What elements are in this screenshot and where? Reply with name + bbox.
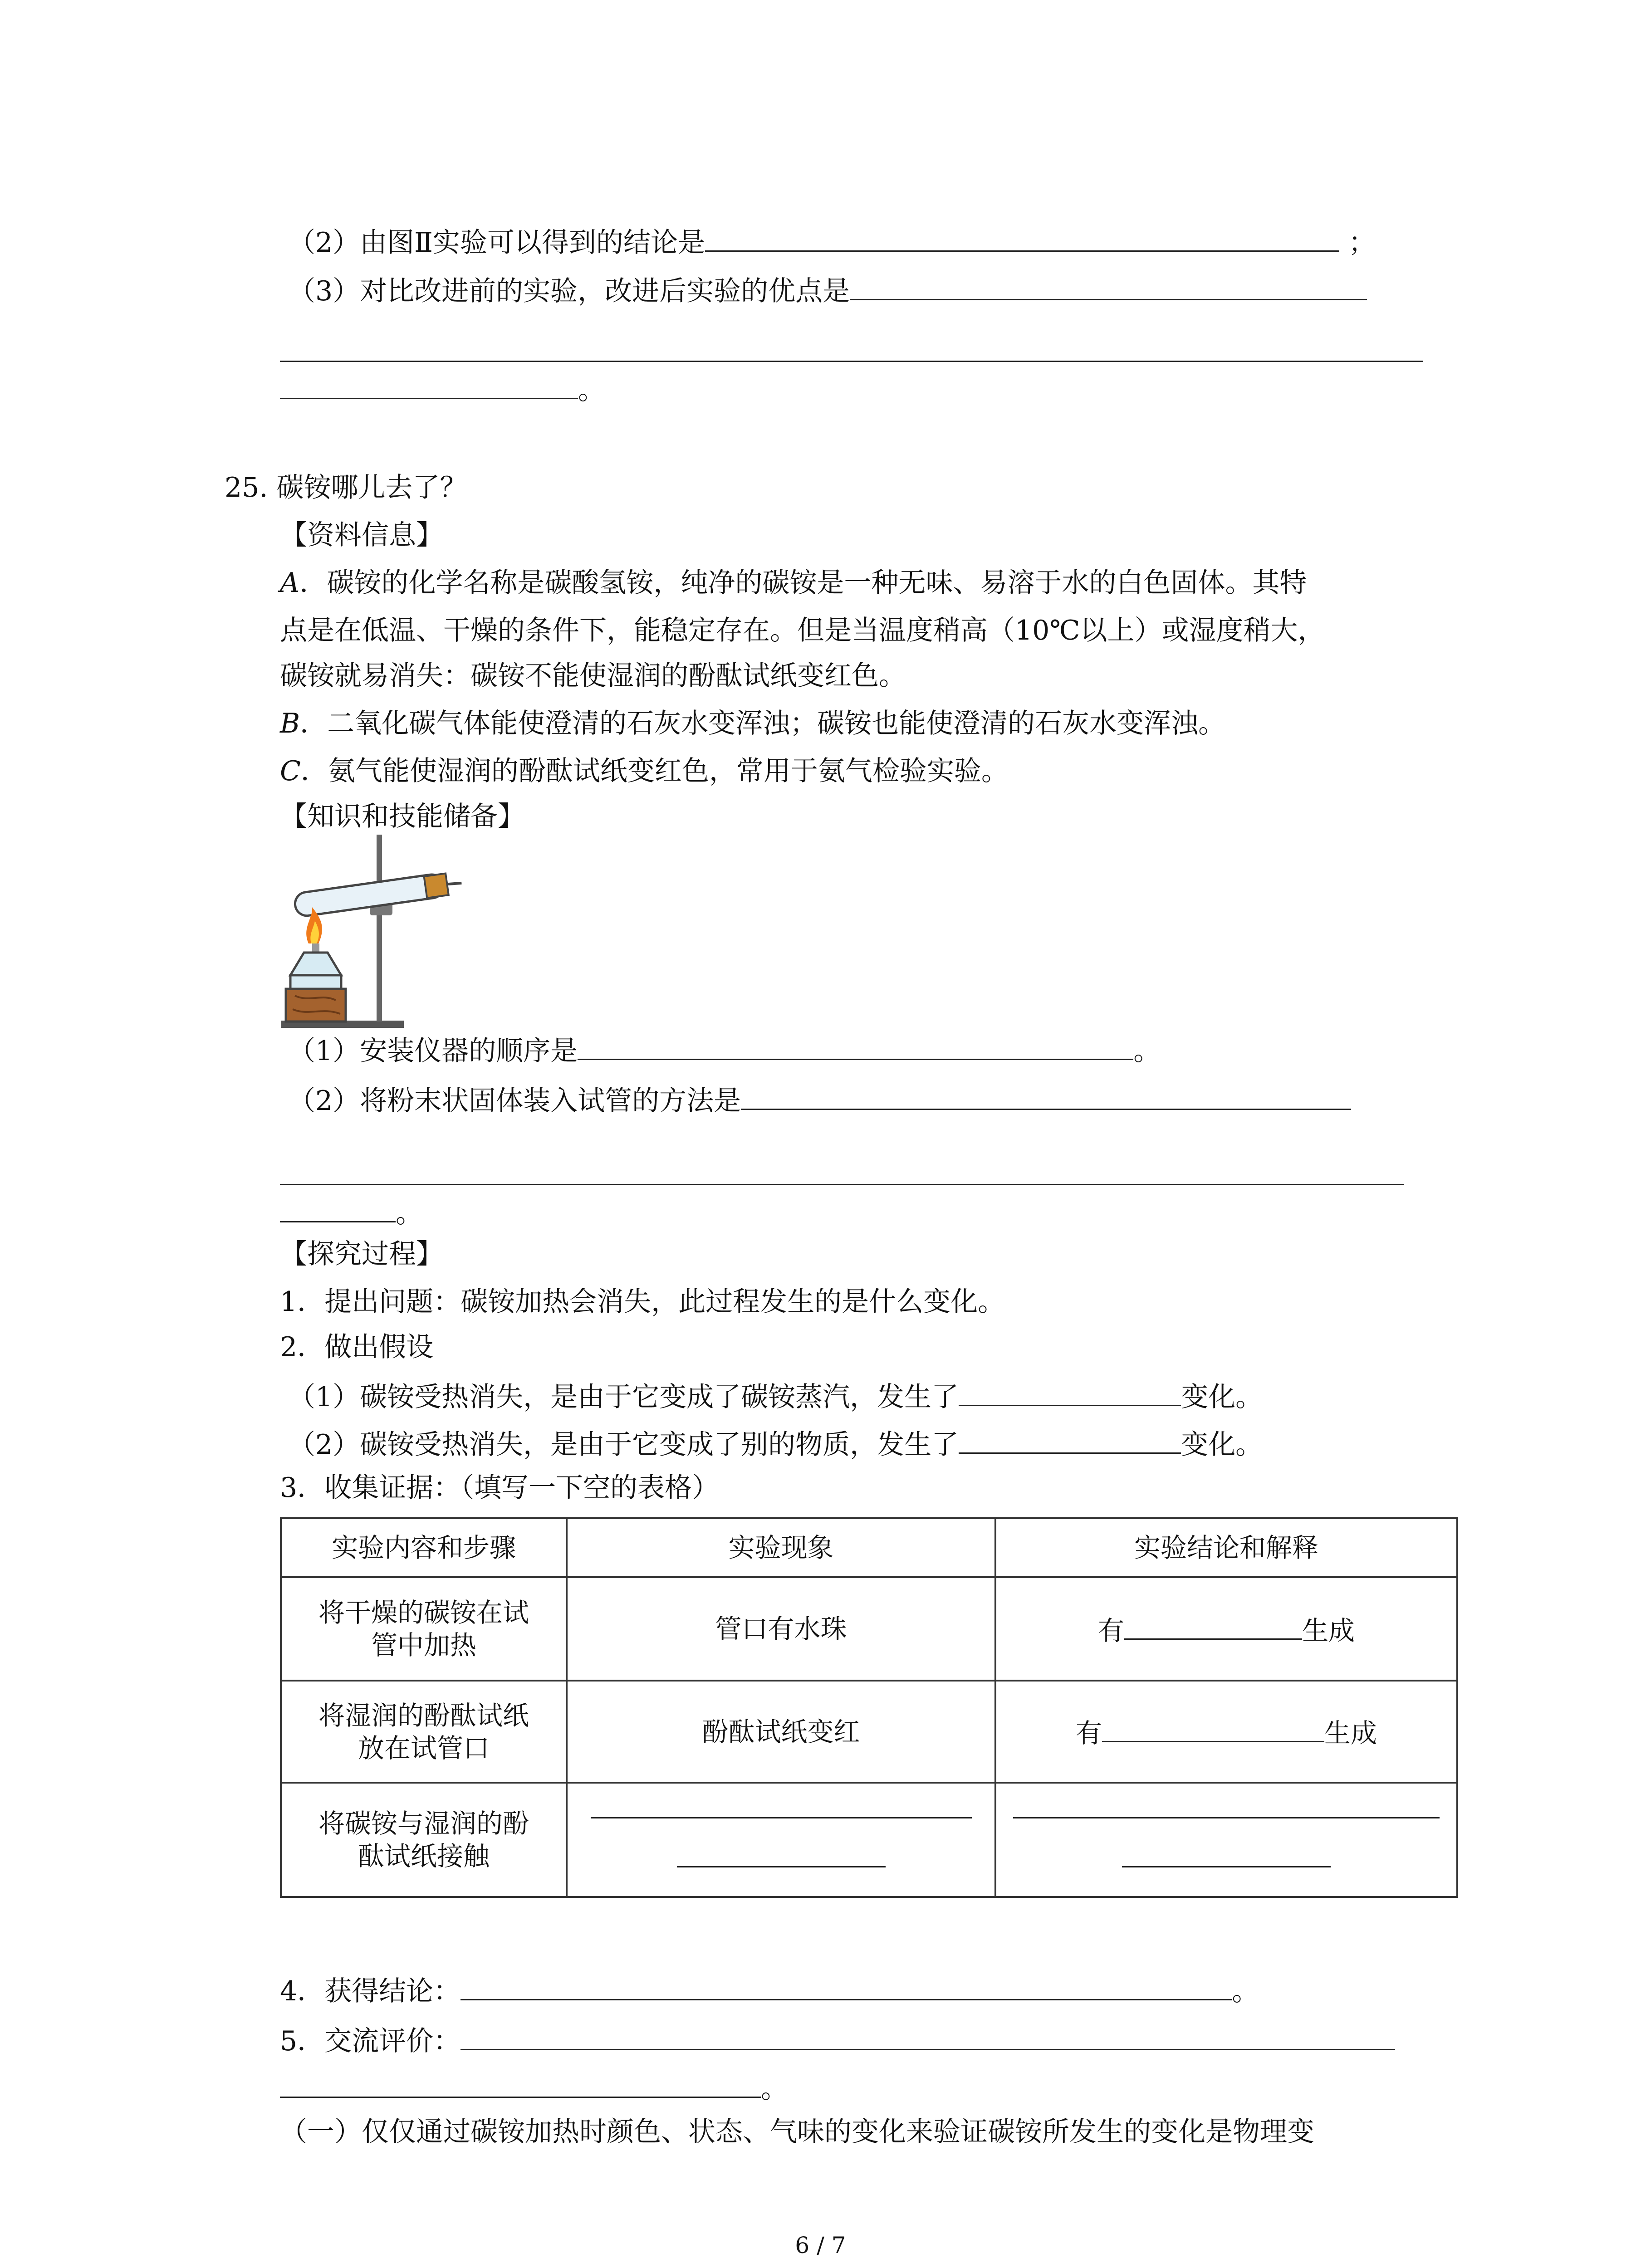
skill-2: （2）将粉末状固体装入试管的方法是 <box>288 1080 1351 1119</box>
q24-line3: （3）对比改进前的实验，改进后实验的优点是 <box>288 271 1367 309</box>
step-5-end: 。 <box>280 2068 788 2107</box>
step-1: 1．提出问题：碳铵加热会消失，此过程发生的是什么变化。 <box>280 1286 1005 1318</box>
step-2: 2．做出假设 <box>280 1331 434 1363</box>
info-b: B．二氧化碳气体能使澄清的石灰水变浑浊；碳铵也能使澄清的石灰水变浑浊。 <box>280 708 1226 739</box>
table-row <box>281 1577 1457 1681</box>
table-header-row <box>281 1518 1457 1577</box>
answer-blank[interactable] <box>705 222 1339 252</box>
table-cell[interactable] <box>567 1783 995 1897</box>
q24-line3-end: 。 <box>280 370 605 408</box>
section-info-title: 【资料信息】 <box>280 519 443 551</box>
table-cell: 有 生成 <box>995 1681 1457 1783</box>
answer-blank[interactable] <box>280 1193 396 1222</box>
table-header: 实验内容和步骤 <box>281 1518 567 1577</box>
answer-blank[interactable] <box>741 1080 1351 1110</box>
answer-blank[interactable] <box>280 2068 761 2098</box>
answer-blank[interactable] <box>959 1377 1181 1406</box>
info-a-line3: 碳铵就易消失：碳铵不能使湿润的酚酞试纸变红色。 <box>280 660 906 692</box>
test-tube-heating-apparatus-icon <box>277 830 467 1039</box>
table-row <box>281 1783 1457 1897</box>
answer-blank[interactable] <box>1124 1611 1302 1640</box>
step-3: 3．收集证据：（填写一下空的表格） <box>280 1472 720 1504</box>
answer-blank[interactable] <box>460 2021 1395 2050</box>
info-a-line1: A．碳铵的化学名称是碳酸氢铵，纯净的碳铵是一种无味、易溶于水的白色固体。其特 <box>280 567 1307 599</box>
answer-blank[interactable] <box>280 370 578 399</box>
hypothesis-2: （2）碳铵受热消失，是由于它变成了别的物质，发生了 变化。 <box>288 1424 1263 1463</box>
answer-blank[interactable] <box>578 1031 1133 1060</box>
answer-line[interactable] <box>1122 1866 1331 1867</box>
table-cell: 将湿润的酚酞试纸 放在试管口 <box>281 1681 567 1783</box>
table-cell: 管口有水珠 <box>567 1577 995 1681</box>
table-cell: 将干燥的碳铵在试 管中加热 <box>281 1577 567 1681</box>
evaluation-line: （一）仅仅通过碳铵加热时颜色、状态、气味的变化来验证碳铵所发生的变化是物理变 <box>280 2116 1314 2148</box>
info-a-line2: 点是在低温、干燥的条件下，能稳定存在。但是当温度稍高（10℃以上）或湿度稍大， <box>280 615 1325 646</box>
table-cell: 将碳铵与湿润的酚 酞试纸接触 <box>281 1783 567 1897</box>
table-row <box>281 1681 1457 1783</box>
answer-blank[interactable] <box>850 271 1367 300</box>
page-number: 6 / 7 <box>795 2232 846 2258</box>
section-skills-title: 【知识和技能储备】 <box>280 801 525 832</box>
answer-line[interactable] <box>591 1817 972 1818</box>
answer-blank[interactable] <box>959 1424 1181 1454</box>
section-process-title: 【探究过程】 <box>280 1238 443 1270</box>
answer-blank[interactable] <box>1102 1714 1324 1742</box>
table-header: 实验结论和解释 <box>995 1518 1457 1577</box>
answer-line[interactable] <box>280 361 1423 362</box>
table-cell: 酚酞试纸变红 <box>567 1681 995 1783</box>
step-5: 5．交流评价： <box>280 2021 1395 2059</box>
table-header: 实验现象 <box>567 1518 995 1577</box>
skill-1: （1）安装仪器的顺序是 。 <box>288 1031 1161 1069</box>
evidence-table <box>280 1517 1458 1898</box>
answer-blank[interactable] <box>460 1971 1232 2000</box>
step-4: 4．获得结论： 。 <box>280 1971 1259 2009</box>
q24-line2: （2）由图Ⅱ实验可以得到的结论是 ； <box>288 222 1376 261</box>
table-cell[interactable] <box>995 1783 1457 1897</box>
table-cell: 有 生成 <box>995 1577 1457 1681</box>
info-c: C．氨气能使湿润的酚酞试纸变红色，常用于氨气检验实验。 <box>280 755 1009 787</box>
answer-line[interactable] <box>1013 1817 1440 1818</box>
answer-line[interactable] <box>677 1866 886 1867</box>
question-25-heading: 25. 碳铵哪儿去了？ <box>225 472 467 503</box>
skill-2-end: 。 <box>280 1193 423 1232</box>
answer-line[interactable] <box>280 1184 1404 1185</box>
hypothesis-1: （1）碳铵受热消失，是由于它变成了碳铵蒸汽，发生了 变化。 <box>288 1377 1263 1415</box>
